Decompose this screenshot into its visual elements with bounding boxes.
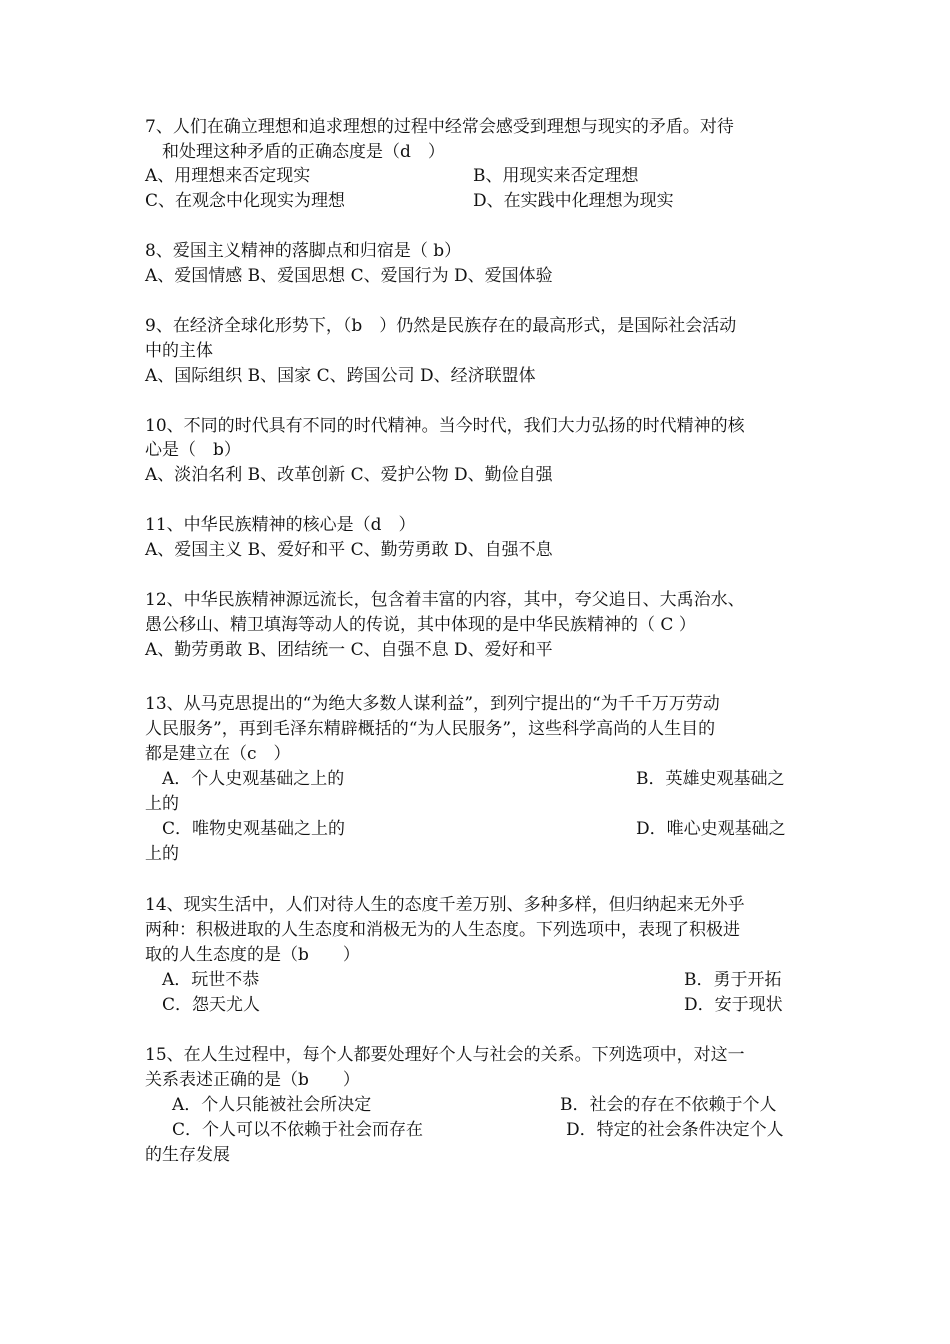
question-7-option-a: A、用理想来否定现实	[145, 166, 311, 186]
question-13-line-3: 都是建立在（c ）	[145, 744, 291, 764]
question-14-option-d: D．安于现状	[684, 995, 783, 1015]
question-13-option-b-continued: 上的	[145, 794, 179, 814]
question-7-option-c: C、在观念中化现实为理想	[145, 191, 346, 211]
question-7-option-b: B、用现实来否定理想	[473, 166, 639, 186]
question-9-line-2: 中的主体	[145, 341, 213, 361]
question-7-line-1: 7、人们在确立理想和追求理想的过程中经常会感受到理想与现实的矛盾。对待	[145, 117, 734, 137]
question-15-option-c: C．个人可以不依赖于社会而存在	[172, 1120, 424, 1140]
question-9-options: A、国际组织 B、国家 C、跨国公司 D、经济联盟体	[145, 366, 536, 386]
question-15-line-2: 关系表述正确的是（b ）	[145, 1070, 360, 1090]
question-11-options: A、爱国主义 B、爱好和平 C、勤劳勇敢 D、自强不息	[145, 540, 553, 560]
question-12-line-2: 愚公移山、精卫填海等动人的传说，其中体现的是中华民族精神的（ C ）	[145, 615, 696, 635]
question-14-option-c: C．怨天尤人	[162, 995, 261, 1015]
question-8-line-1: 8、爱国主义精神的落脚点和归宿是（ b）	[145, 241, 462, 261]
question-13-line-2: 人民服务”，再到毛泽东精辟概括的“为人民服务”，这些科学高尚的人生目的	[145, 719, 716, 739]
question-13-option-b: B．英雄史观基础之	[636, 769, 785, 789]
question-15-option-b: B．社会的存在不依赖于个人	[560, 1095, 777, 1115]
question-15-line-1: 15、在人生过程中，每个人都要处理好个人与社会的关系。下列选项中，对这一	[145, 1045, 745, 1065]
question-15-option-a: A．个人只能被社会所决定	[172, 1095, 372, 1115]
question-8-options: A、爱国情感 B、爱国思想 C、爱国行为 D、爱国体验	[145, 266, 553, 286]
question-13-line-1: 13、从马克思提出的“为绝大多数人谋利益”，到列宁提出的“为千千万万劳动	[145, 694, 720, 714]
question-7-line-2: 和处理这种矛盾的正确态度是（d ）	[162, 142, 445, 162]
question-15-option-d-continued: 的生存发展	[145, 1145, 230, 1165]
question-12-options: A、勤劳勇敢 B、团结统一 C、自强不息 D、爱好和平	[145, 640, 553, 660]
question-9-line-1: 9、在经济全球化形势下，（b ）仍然是民族存在的最高形式，是国际社会活动	[145, 316, 737, 336]
question-10-options: A、淡泊名利 B、改革创新 C、爱护公物 D、勤俭自强	[145, 465, 553, 485]
question-15-option-d: D．特定的社会条件决定个人	[566, 1120, 784, 1140]
question-14-line-2: 两种：积极进取的人生态度和消极无为的人生态度。下列选项中，表现了积极进	[145, 920, 740, 940]
question-13-option-a: A．个人史观基础之上的	[162, 769, 345, 789]
question-13-option-d-continued: 上的	[145, 844, 179, 864]
question-13-option-c: C．唯物史观基础之上的	[162, 819, 346, 839]
question-11-line-1: 11、中华民族精神的核心是（d ）	[145, 515, 416, 535]
question-14-option-b: B．勇于开拓	[684, 970, 782, 990]
question-10-line-2: 心是（ b）	[145, 440, 241, 460]
question-13-option-d: D．唯心史观基础之	[636, 819, 786, 839]
question-12-line-1: 12、中华民族精神源远流长，包含着丰富的内容，其中，夸父追日、大禹治水、	[145, 590, 745, 610]
question-14-option-a: A．玩世不恭	[162, 970, 260, 990]
question-10-line-1: 10、不同的时代具有不同的时代精神。当今时代，我们大力弘扬的时代精神的核	[145, 416, 745, 436]
question-14-line-1: 14、现实生活中，人们对待人生的态度千差万别、多种多样，但归纳起来无外乎	[145, 895, 745, 915]
question-7-option-d: D、在实践中化理想为现实	[473, 191, 674, 211]
question-14-line-3: 取的人生态度的是（b ）	[145, 945, 360, 965]
